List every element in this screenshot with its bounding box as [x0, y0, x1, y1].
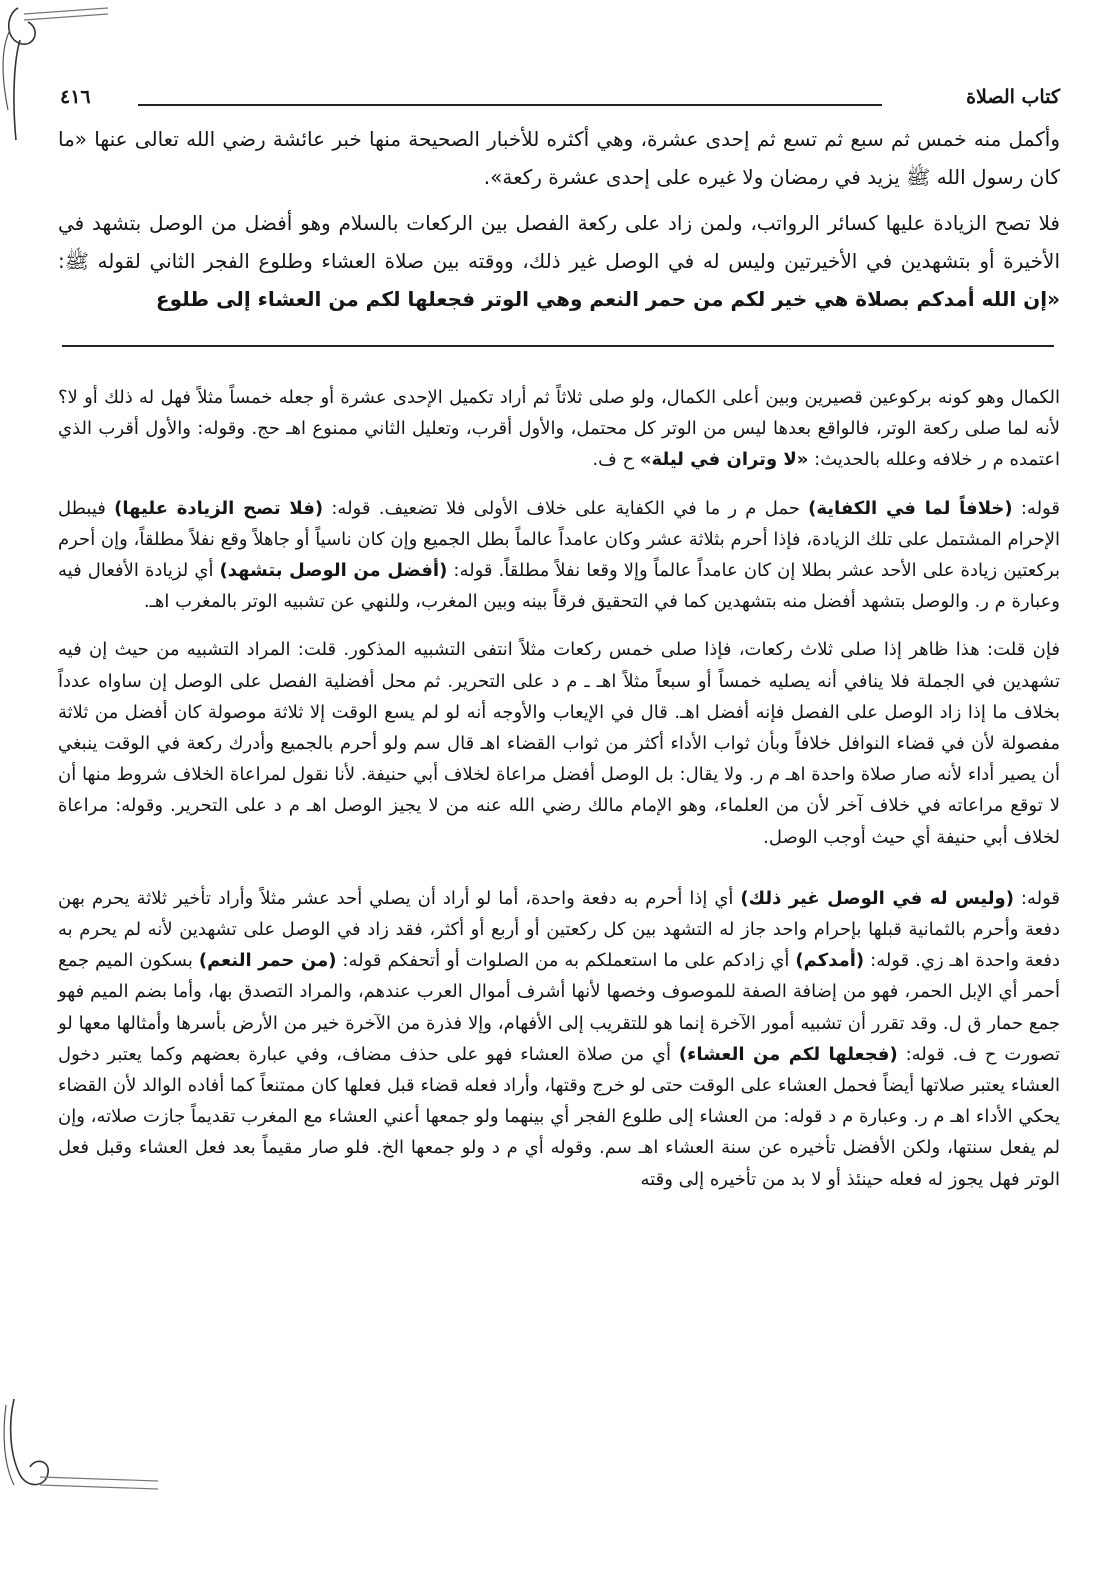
main-paragraph: وأكمل منه خمس ثم سبع ثم تسع ثم إحدى عشرة، وهي أكثره للأخبار الصحيحة منها خبر عائشة رضي الله تعالى عنها «ما كان رسول الله ﷺ يزيد في رمضان ولا غيره على إحدى عشرة ركعة».	[58, 127, 1060, 189]
commentary-paragraph: الكمال وهو كونه بركوعين قصيرين وبين أعلى الكمال، ولو صلى ثلاثاً ثم أراد تكميل الإحدى عشرة أو جعله خمساً مثلاً فهل له ذلك أو لا؟ لأنه لما صلى ركعة الوتر، فالواقع بعدها ليس من الوتر كل محتمل، والأول أقرب، وتعليل الثاني ممنوع اهـ حج. وقوله: والأول أقرب الذي اعتمده م ر خلافه وعلله بالحديث: «لا وتران في ليلة» ح ف.	[58, 387, 1060, 471]
footnote-divider	[62, 345, 1054, 347]
page-header	[60, 86, 1060, 120]
commentary-text	[58, 382, 1060, 1212]
commentary-paragraph: قوله: (وليس له في الوصل غير ذلك) أي إذا أحرم به دفعة واحدة، أما لو أراد أن يصلي أحد عشر مثلاً وأراد تأخير ثلاثة يحرم بهن دفعة وأحرم بالثمانية قبلها بإحرام واحد جاز له التشهد بين كل ركعتين أو أربع أو أكثر، فقد زاد في الوصل على تشهدين لأنه لم يحرم به دفعة واحدة اهـ زي. قوله: (أمدكم) أي زادكم على ما استعملكم به من الصلوات أو أتحفكم قوله: (من حمر النعم) بسكون الميم جمع أحمر أي الإبل الحمر، فهو من إضافة الصفة للموصوف وخصها لأنها أشرف أموال العرب عندهم، والمراد التصدق بها، وأما بضم الميم فهو جمع حمار ق ل. وقد تقرر أن تشبيه أمور الآخرة إنما هو للتقريب إلى الأفهام، وإلا فذرة من الآخرة خير من الأرض بأسرها وأمثالها معها لو تصورت ح ف. قوله: (فجعلها لكم من العشاء) أي من صلاة العشاء فهو على حذف مضاف، وفي عبارة بعضهم وكما يعتبر دخول العشاء يعتبر صلاتها أيضاً فحمل العشاء على الوقت حتى لو خرج وقتها، وأراد فعله قضاء قبل فعلها كان ممتنعاً كما أفاده الوالد لأن القضاء يحكي الأداء اهـ م ر. وعبارة م د قوله: من العشاء إلى طلوع الفجر أي بينهما ولو جمعها أعني العشاء مع المغرب تقديماً جازت صلاته، وإن لم يفعل سنتها، ولكن الأفضل تأخيره عن سنة العشاء اهـ سم. وقوله أي م د ولو جمعها الخ. فلو صار مقيماً بعد فعل العشاء وقبل فعل الوتر فهل يجوز له فعله حينئذ أو لا بد من تأخيره إلى وقته	[58, 887, 1060, 1190]
page-number: ٤١٦	[60, 86, 91, 108]
main-paragraph: فلا تصح الزيادة عليها كسائر الرواتب، ولمن زاد على ركعة الفصل بين الركعات بالسلام وهو أفضل من الوصل بتشهد في الأخيرة أو بتشهدين في الأخيرتين وليس له في الوصل غير ذلك، ووقته بين صلاة العشاء وطلوع الفجر الثاني لقوله ﷺ: «إن الله أمدكم بصلاة هي خير لكم من حمر النعم وهي الوتر فجعلها لكم من العشاء إلى طلوع	[58, 211, 1060, 311]
bottom-left-corner-ornament	[0, 1395, 160, 1495]
book-title: كتاب الصلاة	[966, 86, 1060, 108]
commentary-paragraph: فإن قلت: هذا ظاهر إذا صلى ثلاث ركعات، فإذا صلى خمس ركعات مثلاً انتفى التشبيه المذكور. قلت: المراد التشبيه من حيث إن فيه تشهدين في الجملة فلا ينافي أنه يصليه خمساً أو سبعاً مثلاً اهـ ـ م د على التحرير. ثم محل أفضلية الفصل على الوصل إن ساواه عدداً بخلاف ما إذا زاد الوصل على الفصل فإنه أفضل اهـ. قال في الإيعاب والأوجه أنه لو لم يسع الوقت إلا ثلاثة موصولة كان أفضل من ثلاثة مفصولة لأن في قضاء النوافل خلافاً وبأن ثواب الأداء أكثر من ثواب القضاء اهـ قال سم ولو أحرم بالجميع وأدرك ركعة في الوقت ينبغي أن يصير أداء لأنه صار صلاة واحدة اهـ م ر. ولا يقال: بل الوصل أفضل مراعاة لخلاف أبي حنيفة. لأنا نقول لمراعاة الخلاف شروط منها أن لا توقع مراعاته في خلاف آخر لأن من العلماء، وهو الإمام مالك رضي الله عنه من لا يجيز الوصل اهـ م د على التحرير. وقوله: مراعاة لخلاف أبي حنيفة أي حيث أوجب الوصل.	[58, 639, 1060, 848]
commentary-paragraph: قوله: (خلافاً لما في الكفاية) حمل م ر ما في الكفاية على خلاف الأولى فلا تضعيف. قوله: (فلا تصح الزيادة عليها) فيبطل الإحرام المشتمل على تلك الزيادة، فإذا أحرم بثلاثة عشر وكان عامداً عالماً بطل الجميع وإن كان ناسياً أو جاهلاً وقع نفلاً مطلقاً، وإن أحرم بركعتين زيادة على الأحد عشر بطلا إن كان عامداً عالماً وإلا وقعا نفلاً مطلقاً. قوله: (أفضل من الوصل بتشهد) أي لزيادة الأفعال فيه وعبارة م ر. والوصل بتشهد أفضل منه بتشهدين كما في التحقيق فرقاً بينه وبين المغرب، وللنهي عن تشبيه الوتر بالمغرب اهـ.	[57, 497, 1060, 613]
header-rule	[138, 104, 882, 106]
hadith-quote: «إن الله أمدكم بصلاة هي خير لكم من حمر النعم وهي الوتر فجعلها لكم من العشاء إلى طلوع	[155, 287, 1060, 311]
main-text	[58, 120, 1060, 318]
